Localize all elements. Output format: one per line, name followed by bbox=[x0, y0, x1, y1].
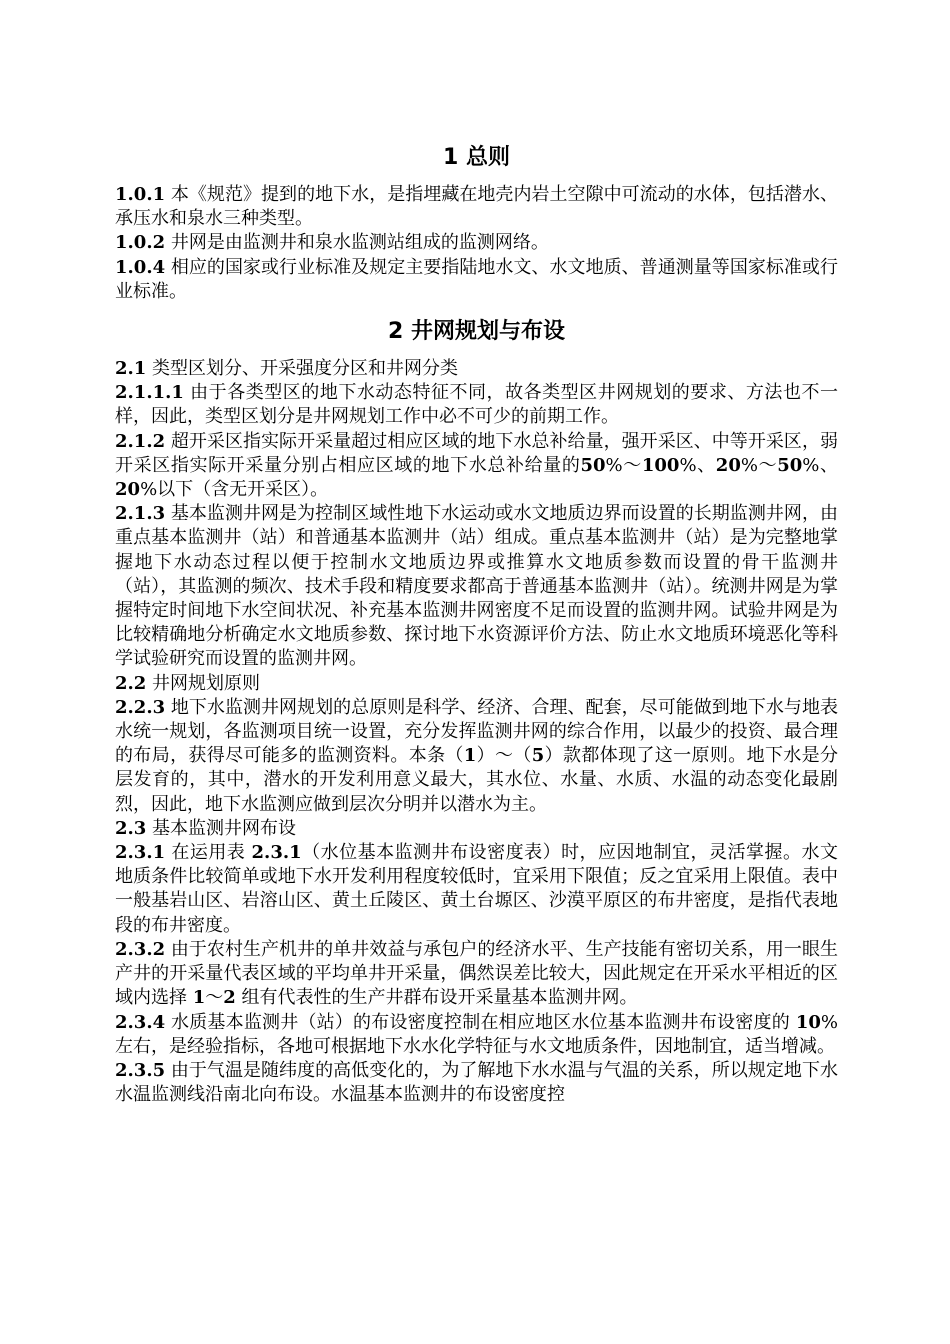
bold-number: 20 bbox=[115, 479, 141, 501]
clause-2-2-3 bbox=[115, 696, 838, 817]
bold-number: 20 bbox=[715, 454, 741, 476]
clause-text: ～ bbox=[205, 987, 224, 1009]
clause-text: 基本监测井网布设 bbox=[146, 817, 297, 839]
clause-number: 2.2.3 bbox=[115, 696, 166, 718]
clause-text: %～ bbox=[740, 454, 778, 476]
clause-text: ）款都体现了这一原则。地下水是分层发育的，其中，潜水的开发利用意义最大，其水位、水量、水质、水温的动态变化最剧烈，因此，地下水监测应做到层次分明并以潜水为主。 bbox=[115, 745, 839, 815]
clause-number: 2.1.2 bbox=[115, 430, 166, 452]
clause-text: 超开采区指实际开采量超过相应区域的地下水总补给量，强开采区、中等开采区，弱开采区指实际开采量分别占相应区域的地下水总补给量的 bbox=[115, 430, 838, 476]
clause-number: 1.0.1 bbox=[115, 184, 166, 205]
clause-2-3-1 bbox=[115, 841, 838, 938]
chapter-title: 1 总则 bbox=[443, 145, 510, 170]
section-2-2-heading bbox=[115, 672, 838, 696]
clause-text: 水质基本监测井（站）的布设密度控制在相应地区水位基本监测井布设密度的 bbox=[165, 1011, 796, 1033]
clause-text: ）～（ bbox=[476, 745, 532, 767]
clause-number: 2.1 bbox=[115, 358, 147, 380]
clause-number: 1.0.4 bbox=[115, 256, 166, 278]
bold-number: 5 bbox=[531, 745, 545, 767]
chapter-title: 2 井网规划与布设 bbox=[388, 319, 565, 345]
clause-2-3-5 bbox=[115, 1059, 838, 1107]
clause-text: %以下（含无开采区）。 bbox=[140, 479, 329, 501]
clause-2-3-2 bbox=[115, 938, 838, 1011]
section-2-3-heading bbox=[115, 817, 838, 841]
clause-2-1-3 bbox=[115, 502, 838, 671]
clause-text: 在运用表 bbox=[165, 842, 252, 864]
clause-text: 地下水监测井网规划的总原则是科学、经济、合理、配套，尽可能做到地下水与地表水统一规划，各监测项目统一设置，充分发挥监测井网的综合作用，以最少的投资、最合理的布局，获得尽可能多的监测资料。本条（ bbox=[115, 696, 838, 767]
bold-number: 50 bbox=[580, 454, 606, 476]
clause-number: 2.3.1 bbox=[115, 842, 166, 864]
clause-number: 2.1.3 bbox=[115, 503, 166, 525]
bold-number: 1 bbox=[192, 987, 206, 1009]
clause-text: 井网规划原则 bbox=[146, 672, 261, 694]
clause-text: 井网是由监测井和泉水监测站组成的监测网络。 bbox=[165, 232, 549, 254]
chapter-2-body bbox=[115, 357, 838, 1107]
bold-number: 2.3.1 bbox=[251, 842, 302, 864]
clause-text: 基本监测井网是为控制区域性地下水运动或水文地质边界而设置的长期监测井网，由重点基本监测井（站）和普通基本监测井（站）组成。重点基本监测井（站）是为完整地掌握地下水动态过程以便于控制水文地质边界或推算水文地质参数而设置的骨干监测井（站），其监测的频次、技术手段和精度要求都高于普通基本监测井（站）。统测井网是为掌握特定时间地下水空间状况、补充基本监测井网密度不足而设置的监测井网。试验井网是为比较精确地分析确定水文地质参数、探讨地下水资源评价方法、防止水文地质环境恶化等科学试验研究而设置的监测井网。 bbox=[115, 503, 838, 670]
bold-number: 10 bbox=[795, 1011, 821, 1033]
clause-1-0-2 bbox=[115, 231, 838, 255]
clause-text: 类型区划分、开采强度分区和井网分类 bbox=[146, 358, 459, 380]
clause-text: %左右，是经验指标，各地可根据地下水水化学特征与水文地质条件，因地制宜，适当增减。 bbox=[115, 1011, 838, 1057]
bold-number: 2 bbox=[223, 987, 236, 1009]
clause-text: 由于各类型区的地下水动态特征不同，故各类型区井网规划的要求、方法也不一样，因此，类型区划分是井网规划工作中必不可少的前期工作。 bbox=[115, 382, 838, 428]
section-2-1-heading bbox=[115, 357, 838, 381]
chapter-1-body bbox=[115, 183, 838, 304]
clause-text: 本《规范》提到的地下水，是指埋藏在地壳内岩土空隙中可流动的水体，包括潜水、承压水和泉水三种类型。 bbox=[115, 184, 838, 230]
clause-2-1-2 bbox=[115, 430, 838, 503]
clause-text: （水位基本监测井布设密度表）时，应因地制宜，灵活掌握。水文地质条件比较简单或地下水开发利用程度较低时，宜采用下限值；反之宜采用上限值。表中一般基岩山区、岩溶山区、黄土丘陵区、黄土台塬区、沙漠平原区的布井密度，是指代表地段的布井密度。 bbox=[115, 842, 838, 936]
clause-number: 2.1.1.1 bbox=[115, 382, 184, 404]
clause-number: 2.3.4 bbox=[115, 1011, 166, 1033]
clause-number: 2.3.5 bbox=[115, 1059, 166, 1081]
clause-number: 2.3 bbox=[115, 817, 147, 839]
clause-text: %～ bbox=[605, 454, 642, 476]
clause-2-1-1-1 bbox=[115, 381, 838, 429]
clause-text: %、 bbox=[802, 454, 838, 476]
clause-text: %、 bbox=[679, 454, 716, 476]
clause-number: 2.3.2 bbox=[115, 938, 166, 960]
clause-text: 由于农村生产机井的单井效益与承包户的经济水平、生产技能有密切关系，用一眼生产井的开采量代表区域的平均单井开采量，偶然误差比较大，因此规定在开采水平相近的区域内选择 bbox=[115, 938, 838, 1009]
bold-number: 1 bbox=[463, 745, 477, 767]
clause-text: 组有代表性的生产井群布设开采量基本监测井网。 bbox=[235, 987, 638, 1009]
clause-1-0-4 bbox=[115, 256, 838, 304]
bold-number: 50 bbox=[777, 454, 803, 476]
clause-text: 由于气温是随纬度的高低变化的，为了解地下水水温与气温的关系，所以规定地下水水温监测线沿南北向布设。水温基本监测井的布设密度控 bbox=[115, 1059, 838, 1106]
bold-number: 100 bbox=[641, 454, 680, 476]
clause-1-0-1 bbox=[115, 183, 838, 231]
clause-number: 2.2 bbox=[115, 672, 147, 694]
clause-2-3-4 bbox=[115, 1011, 838, 1059]
clause-text: 相应的国家或行业标准及规定主要指陆地水文、水文地质、普通测量等国家标准或行业标准。 bbox=[115, 256, 838, 302]
clause-number: 1.0.2 bbox=[115, 232, 166, 254]
